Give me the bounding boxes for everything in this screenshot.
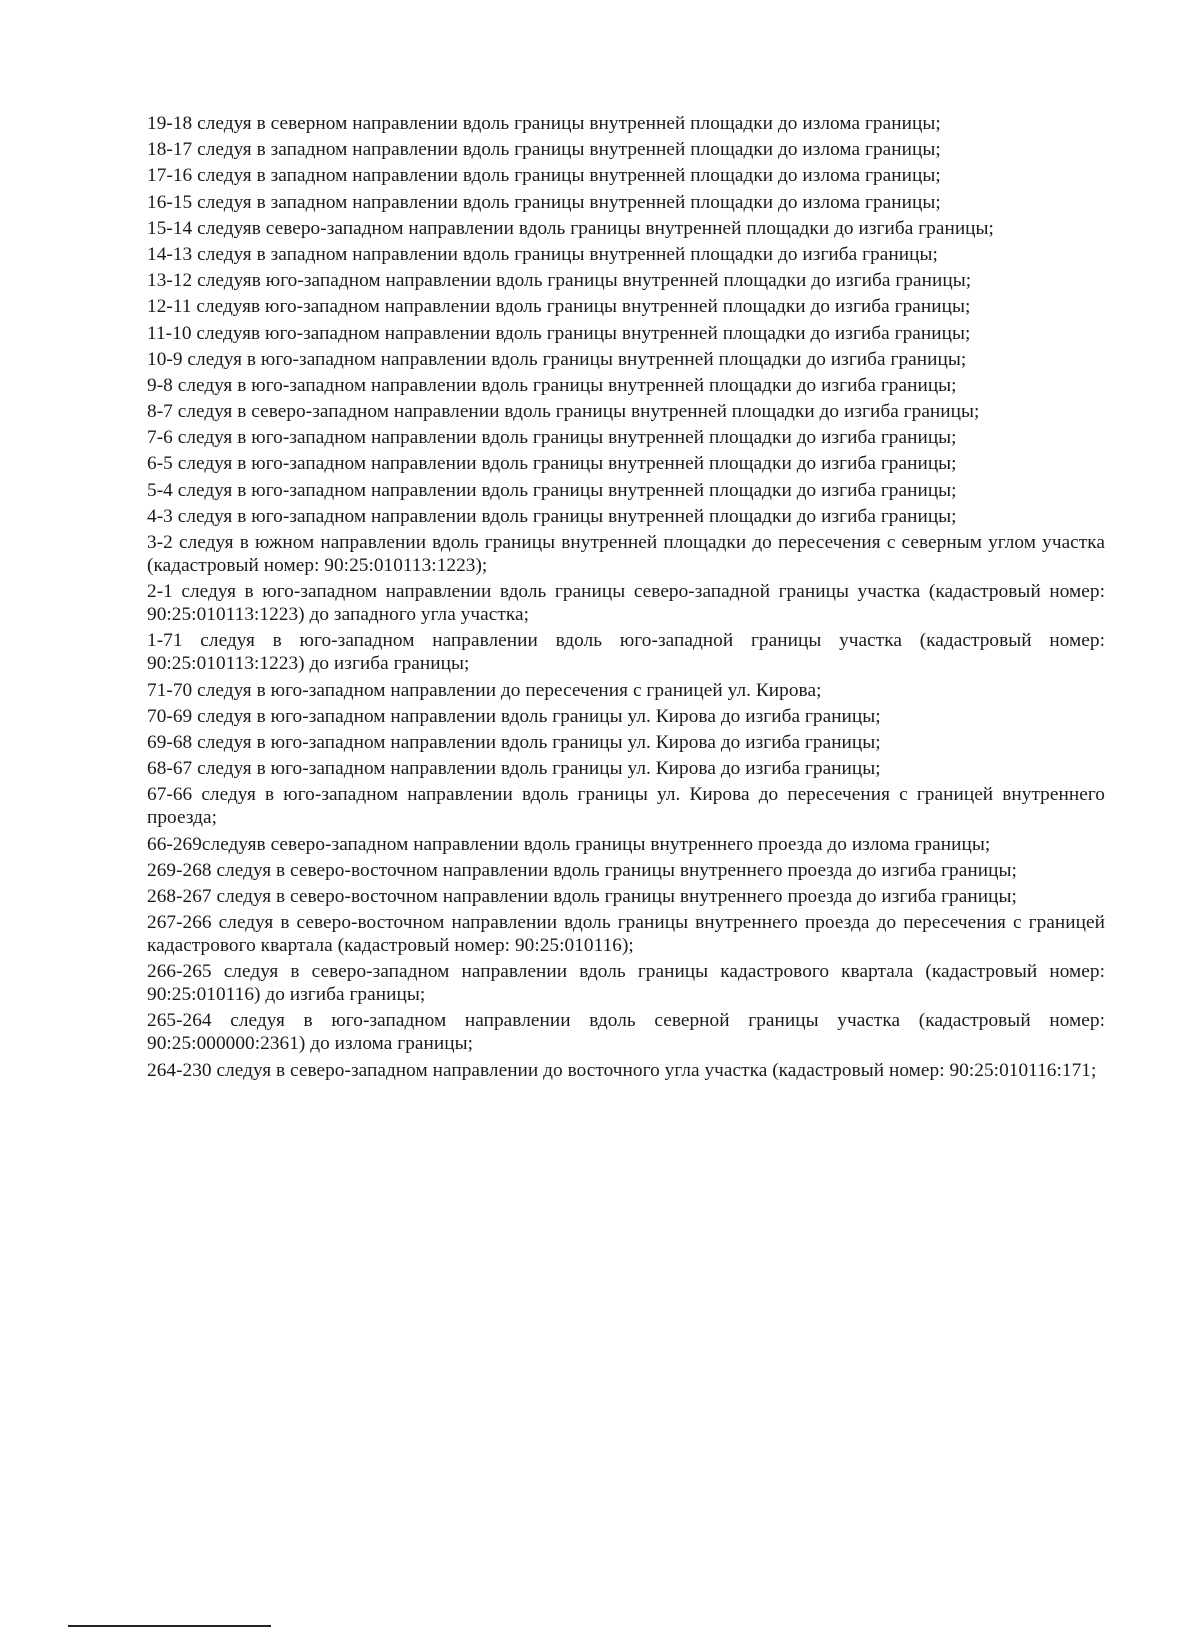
paragraph-71-70: 71-70 следуя в юго-западном направлении до пересечения с границей ул. Кирова; (147, 679, 822, 701)
paragraph-5-4: 5-4 следуя в юго-западном направлении вдоль границы внутренней площадки до изгиба границы; (147, 479, 957, 501)
paragraph-14-13: 14-13 следуя в западном направлении вдоль границы внутренней площадки до изгиба границы; (147, 243, 938, 265)
paragraph-17-16: 17-16 следуя в западном направлении вдоль границы внутренней площадки до излома границы; (147, 165, 941, 187)
paragraph-7-6: 7-6 следуя в юго-западном направлении вдоль границы внутренней площадки до изгиба границы; (147, 427, 957, 449)
paragraph-265-264: 265-264 следуя в юго-западном направлении вдоль северной границы участка (кадастровый номер: 90:25:000000:2361) до излома границы; (147, 1010, 1105, 1055)
paragraph-9-8: 9-8 следуя в юго-западном направлении вдоль границы внутренней площадки до изгиба границы; (147, 374, 957, 396)
paragraph-18-17: 18-17 следуя в западном направлении вдоль границы внутренней площадки до излома границы; (147, 139, 941, 161)
paragraph-4-3: 4-3 следуя в юго-западном направлении вдоль границы внутренней площадки до изгиба границы; (147, 505, 957, 527)
paragraph-67-66: 67-66 следуя в юго-западном направлении вдоль границы ул. Кирова до пересечения с границей внутреннего проезда; (147, 784, 1105, 829)
paragraph-268-267: 268-267 следуя в северо-восточном направлении вдоль границы внутреннего проезда до изгиба границы; (147, 885, 1017, 907)
paragraph-11-10: 11-10 следуяв юго-западном направлении вдоль границы внутренней площадки до изгиба границы; (147, 322, 971, 344)
footnote-separator-line (68, 1625, 271, 1627)
paragraph-3-2: 3-2 следуя в южном направлении вдоль границы внутренней площадки до пересечения с северным углом участка (кадастровый номер: 90:25:010113:1223); (147, 532, 1105, 576)
paragraph-2-1: 2-1 следуя в юго-западном направлении вдоль границы северо-западной границы участка (кадастровый номер: 90:25:010113:1223) до западного угла участка; (147, 581, 1105, 626)
paragraph-69-68: 69-68 следуя в юго-западном направлении вдоль границы ул. Кирова до изгиба границы; (147, 731, 881, 753)
paragraph-68-67: 68-67 следуя в юго-западном направлении вдоль границы ул. Кирова до изгиба границы; (147, 758, 881, 780)
document-body (147, 112, 1105, 1085)
paragraph-266-265: 266-265 следуя в северо-западном направлении вдоль границы кадастрового квартала (кадастровый номер: 90:25:010116) до изгиба границы; (147, 961, 1105, 1006)
paragraph-269-268: 269-268 следуя в северо-восточном направлении вдоль границы внутреннего проезда до изгиба границы; (147, 859, 1017, 881)
paragraph-19-18: 19-18 следуя в северном направлении вдоль границы внутренней площадки до излома границы; (147, 113, 941, 134)
paragraph-15-14: 15-14 следуяв северо-западном направлении вдоль границы внутренней площадки до изгиба границы; (147, 217, 994, 239)
paragraph-8-7: 8-7 следуя в северо-западном направлении вдоль границы внутренней площадки до изгиба границы; (147, 401, 980, 423)
paragraph-70-69: 70-69 следуя в юго-западном направлении вдоль границы ул. Кирова до изгиба границы; (147, 705, 881, 727)
paragraph-267-266: 267-266 следуя в северо-восточном направлении вдоль границы внутреннего проезда до пересечения с границей кадастрового квартала (кадастровый номер: 90:25:010116); (147, 912, 1105, 957)
paragraph-16-15: 16-15 следуя в западном направлении вдоль границы внутренней площадки до излома границы; (147, 191, 941, 213)
paragraph-264-230: 264-230 следуя в северо-западном направлении до восточного угла участка (кадастровый номер: 90:25:010116:171; (147, 1059, 1097, 1081)
paragraph-12-11: 12-11 следуяв юго-западном направлении вдоль границы внутренней площадки до изгиба границы; (147, 296, 971, 318)
paragraph-66-269: 66-269следуяв северо-западном направлении вдоль границы внутреннего проезда до излома границы; (147, 833, 991, 855)
paragraph-10-9: 10-9 следуя в юго-западном направлении вдоль границы внутренней площадки до изгиба границы; (147, 348, 967, 370)
paragraph-13-12: 13-12 следуяв юго-западном направлении вдоль границы внутренней площадки до изгиба границы; (147, 270, 972, 292)
paragraph-6-5: 6-5 следуя в юго-западном направлении вдоль границы внутренней площадки до изгиба границы; (147, 453, 957, 475)
paragraph-1-71: 1-71 следуя в юго-западном направлении вдоль юго-западной границы участка (кадастровый номер: 90:25:010113:1223) до изгиба границы; (147, 630, 1105, 675)
